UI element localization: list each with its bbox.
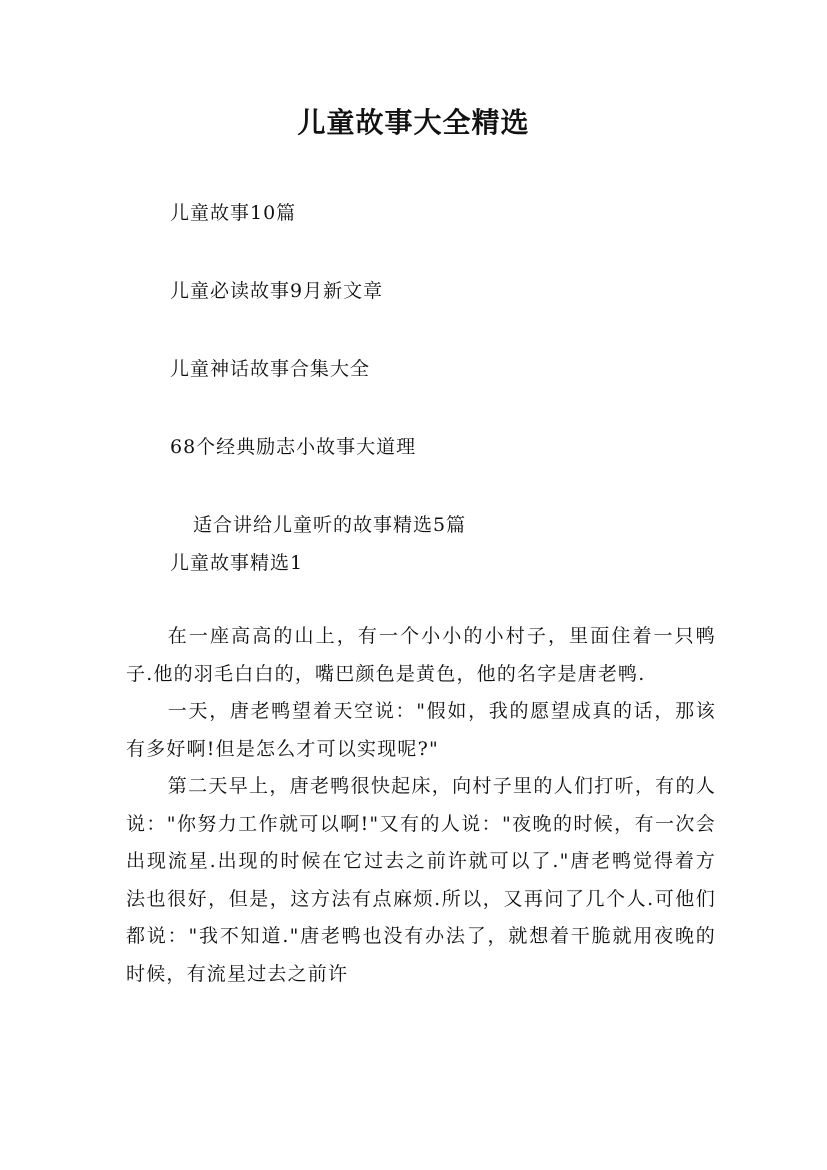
toc-item: 儿童神话故事合集大全 [170,358,371,380]
story-paragraph: 一天，唐老鸭望着天空说："假如，我的愿望成真的话，那该有多好啊!但是怎么才可以实现呢?" [126,700,716,760]
toc-item: 儿童故事10篇 [170,202,297,224]
toc-item: 适合讲给儿童听的故事精选5篇 [193,514,467,536]
section-heading: 儿童故事精选1 [170,552,304,574]
story-paragraph: 第二天早上，唐老鸭很快起床，向村子里的人们打听，有的人说："你努力工作就可以啊!"又有的人说："夜晚的时候，有一次会出现流星.出现的时候在它过去之前许就可以了."唐老鸭觉得着方法也很好，但是，这方法有点麻烦.所以，又再问了几个人.可他们都说："我不知道."唐老鸭也没有办法了，就想着干脆就用夜晚的时候，有流星过去之前许 [126,775,716,985]
story-body [126,618,716,993]
toc-item: 儿童必读故事9月新文章 [170,280,384,302]
story-paragraph: 在一座高高的山上，有一个小小的小村子，里面住着一只鸭子.他的羽毛白白的，嘴巴颜色是黄色，他的名字是唐老鸭. [126,625,716,685]
document-title: 儿童故事大全精选 [297,106,530,139]
toc-item: 68个经典励志小故事大道理 [170,436,417,458]
